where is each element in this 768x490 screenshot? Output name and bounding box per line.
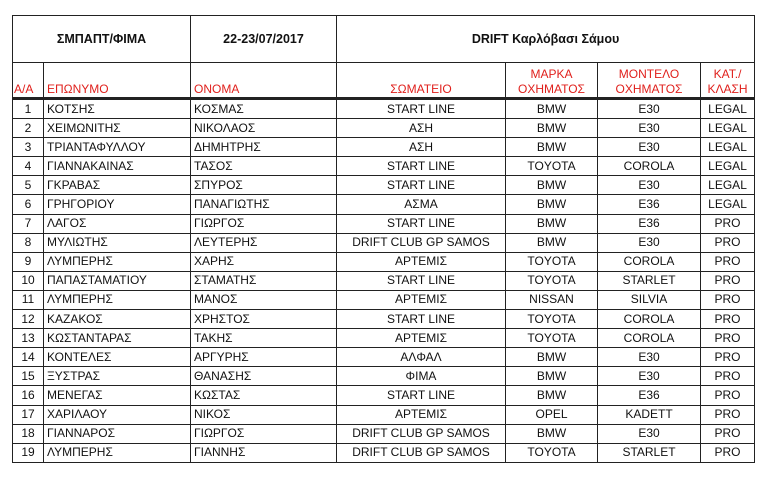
cell-surname: ΛΥΜΠΕΡΗΣ xyxy=(44,252,191,271)
cell-surname: ΛΑΓΟΣ xyxy=(44,214,191,233)
table-row xyxy=(13,119,755,138)
cell-class: PRO xyxy=(701,252,755,271)
cell-make: TOYOTA xyxy=(506,310,598,329)
col-club: ΣΩΜΑΤΕΙΟ xyxy=(337,63,506,99)
cell-aa: 3 xyxy=(13,138,44,157)
table-row xyxy=(13,386,755,405)
cell-class: PRO xyxy=(701,271,755,290)
cell-aa: 12 xyxy=(13,310,44,329)
cell-surname: ΓΙΑΝΝΑΡΟΣ xyxy=(44,424,191,443)
cell-club: ΑΛΦΑΛ xyxy=(337,348,506,367)
table-row xyxy=(13,405,755,424)
table-row xyxy=(13,271,755,290)
cell-class: PRO xyxy=(701,405,755,424)
cell-surname: ΠΑΠΑΣΤΑΜΑΤΙΟΥ xyxy=(44,271,191,290)
cell-name: ΣΤΑΜΑΤΗΣ xyxy=(191,271,337,290)
cell-club: START LINE xyxy=(337,99,506,119)
cell-model: COROLA xyxy=(598,252,701,271)
cell-make: BMW xyxy=(506,195,598,214)
cell-aa: 1 xyxy=(13,99,44,119)
cell-aa: 16 xyxy=(13,386,44,405)
col-model-line1: ΜΟΝΤΕΛΟ xyxy=(618,67,680,81)
table-row xyxy=(13,443,755,462)
table-row xyxy=(13,290,755,309)
cell-club: ΑΡΤΕΜΙΣ xyxy=(337,252,506,271)
cell-aa: 13 xyxy=(13,329,44,348)
cell-surname: ΛΥΜΠΕΡΗΣ xyxy=(44,290,191,309)
event-name: DRIFT Καρλόβασι Σάμου xyxy=(337,16,755,63)
cell-class: PRO xyxy=(701,329,755,348)
cell-surname: ΛΥΜΠΕΡΗΣ xyxy=(44,443,191,462)
cell-class: PRO xyxy=(701,290,755,309)
cell-class: PRO xyxy=(701,310,755,329)
table-row xyxy=(13,99,755,119)
col-make-line2: ΟΧΗΜΑΤΟΣ xyxy=(518,82,585,96)
cell-model: E36 xyxy=(598,386,701,405)
col-class-line1: ΚΑΤ./ xyxy=(713,67,742,81)
cell-model: KADETT xyxy=(598,405,701,424)
column-header-row xyxy=(13,63,755,99)
table-row xyxy=(13,176,755,195)
cell-make: NISSAN xyxy=(506,290,598,309)
cell-name: ΑΡΓΥΡΗΣ xyxy=(191,348,337,367)
cell-class: PRO xyxy=(701,386,755,405)
cell-name: ΔΗΜΗΤΡΗΣ xyxy=(191,138,337,157)
cell-name: ΤΑΣΟΣ xyxy=(191,157,337,176)
cell-class: LEGAL xyxy=(701,176,755,195)
cell-aa: 2 xyxy=(13,119,44,138)
cell-surname: ΚΩΣΤΑΝΤΑΡΑΣ xyxy=(44,329,191,348)
cell-club: START LINE xyxy=(337,386,506,405)
cell-name: ΚΩΣΤΑΣ xyxy=(191,386,337,405)
cell-class: LEGAL xyxy=(701,138,755,157)
table-row xyxy=(13,214,755,233)
cell-name: ΧΡΗΣΤΟΣ xyxy=(191,310,337,329)
title-row xyxy=(13,16,755,63)
cell-class: PRO xyxy=(701,348,755,367)
cell-name: ΓΙΩΡΓΟΣ xyxy=(191,214,337,233)
cell-aa: 17 xyxy=(13,405,44,424)
cell-surname: ΧΑΡΙΛΑΟΥ xyxy=(44,405,191,424)
cell-aa: 4 xyxy=(13,157,44,176)
cell-name: ΤΑΚΗΣ xyxy=(191,329,337,348)
cell-model: E30 xyxy=(598,424,701,443)
cell-club: DRIFT CLUB GP SAMOS xyxy=(337,443,506,462)
cell-surname: ΓΡΗΓΟΡΙΟΥ xyxy=(44,195,191,214)
cell-surname: ΚΟΝΤΕΛΕΣ xyxy=(44,348,191,367)
cell-name: ΓΙΩΡΓΟΣ xyxy=(191,424,337,443)
cell-class: LEGAL xyxy=(701,99,755,119)
cell-club: ΑΣΜΑ xyxy=(337,195,506,214)
cell-aa: 18 xyxy=(13,424,44,443)
cell-club: ΑΡΤΕΜΙΣ xyxy=(337,329,506,348)
cell-club: ΑΡΤΕΜΙΣ xyxy=(337,405,506,424)
cell-club: START LINE xyxy=(337,310,506,329)
cell-aa: 19 xyxy=(13,443,44,462)
cell-make: BMW xyxy=(506,119,598,138)
cell-club: START LINE xyxy=(337,271,506,290)
cell-make: TOYOTA xyxy=(506,157,598,176)
cell-make: TOYOTA xyxy=(506,271,598,290)
event-date: 22-23/07/2017 xyxy=(191,16,337,63)
cell-make: BMW xyxy=(506,233,598,252)
cell-class: LEGAL xyxy=(701,119,755,138)
col-name: ΟΝΟΜΑ xyxy=(191,63,337,99)
col-model-line2: ΟΧΗΜΑΤΟΣ xyxy=(615,82,683,96)
cell-aa: 15 xyxy=(13,367,44,386)
cell-model: SILVIA xyxy=(598,290,701,309)
cell-surname: ΓΚΡΑΒΑΣ xyxy=(44,176,191,195)
cell-model: COROLA xyxy=(598,329,701,348)
cell-model: E30 xyxy=(598,99,701,119)
cell-make: OPEL xyxy=(506,405,598,424)
cell-club: START LINE xyxy=(337,176,506,195)
cell-aa: 7 xyxy=(13,214,44,233)
cell-class: PRO xyxy=(701,424,755,443)
cell-name: ΠΑΝΑΓΙΩΤΗΣ xyxy=(191,195,337,214)
table-row xyxy=(13,138,755,157)
table-row xyxy=(13,424,755,443)
cell-class: PRO xyxy=(701,233,755,252)
cell-aa: 11 xyxy=(13,290,44,309)
cell-name: ΝΙΚΟΛΑΟΣ xyxy=(191,119,337,138)
col-model xyxy=(598,63,701,99)
cell-make: BMW xyxy=(506,367,598,386)
table-row xyxy=(13,367,755,386)
cell-class: PRO xyxy=(701,443,755,462)
cell-make: BMW xyxy=(506,386,598,405)
cell-surname: ΤΡΙΑΝΤΑΦΥΛΛΟΥ xyxy=(44,138,191,157)
cell-model: E30 xyxy=(598,348,701,367)
cell-name: ΚΟΣΜΑΣ xyxy=(191,99,337,119)
cell-make: BMW xyxy=(506,138,598,157)
cell-make: BMW xyxy=(506,424,598,443)
cell-name: ΝΙΚΟΣ xyxy=(191,405,337,424)
table-row xyxy=(13,252,755,271)
cell-make: TOYOTA xyxy=(506,443,598,462)
cell-model: E30 xyxy=(598,367,701,386)
cell-club: ΑΣΗ xyxy=(337,138,506,157)
cell-model: STARLET xyxy=(598,443,701,462)
cell-model: E30 xyxy=(598,119,701,138)
cell-model: E30 xyxy=(598,176,701,195)
entry-list-table xyxy=(12,15,755,463)
table-row xyxy=(13,329,755,348)
table-row xyxy=(13,233,755,252)
col-class xyxy=(701,63,755,99)
cell-model: E36 xyxy=(598,214,701,233)
cell-club: ΦΙΜΑ xyxy=(337,367,506,386)
table-row xyxy=(13,195,755,214)
cell-class: PRO xyxy=(701,367,755,386)
cell-model: E30 xyxy=(598,138,701,157)
table-row xyxy=(13,157,755,176)
cell-class: LEGAL xyxy=(701,195,755,214)
cell-model: E30 xyxy=(598,233,701,252)
col-class-line2: ΚΛΑΣΗ xyxy=(707,82,748,96)
cell-surname: ΚΑΖΑΚΟΣ xyxy=(44,310,191,329)
organizer-title: ΣΜΠΑΠΤ/ΦΙΜΑ xyxy=(13,16,191,63)
cell-surname: ΜΥΛΙΩΤΗΣ xyxy=(44,233,191,252)
table-row xyxy=(13,348,755,367)
cell-club: ΑΣΗ xyxy=(337,119,506,138)
cell-surname: ΓΙΑΝΝΑΚΑΙΝΑΣ xyxy=(44,157,191,176)
cell-aa: 14 xyxy=(13,348,44,367)
cell-aa: 10 xyxy=(13,271,44,290)
cell-make: BMW xyxy=(506,214,598,233)
cell-make: TOYOTA xyxy=(506,252,598,271)
cell-surname: ΜΕΝΕΓΑΣ xyxy=(44,386,191,405)
cell-club: DRIFT CLUB GP SAMOS xyxy=(337,233,506,252)
cell-make: BMW xyxy=(506,176,598,195)
cell-name: ΣΠΥΡΟΣ xyxy=(191,176,337,195)
cell-name: ΓΙΑΝΝΗΣ xyxy=(191,443,337,462)
cell-model: STARLET xyxy=(598,271,701,290)
cell-name: ΘΑΝΑΣΗΣ xyxy=(191,367,337,386)
col-make xyxy=(506,63,598,99)
cell-make: BMW xyxy=(506,348,598,367)
cell-model: COROLA xyxy=(598,157,701,176)
col-make-line1: ΜΑΡΚΑ xyxy=(530,67,573,81)
cell-aa: 5 xyxy=(13,176,44,195)
col-surname: ΕΠΩΝΥΜΟ xyxy=(44,63,191,99)
cell-surname: ΞΥΣΤΡΑΣ xyxy=(44,367,191,386)
cell-aa: 9 xyxy=(13,252,44,271)
cell-club: START LINE xyxy=(337,214,506,233)
cell-name: ΛΕΥΤΕΡΗΣ xyxy=(191,233,337,252)
cell-club: DRIFT CLUB GP SAMOS xyxy=(337,424,506,443)
cell-surname: ΚΟΤΣΗΣ xyxy=(44,99,191,119)
cell-aa: 8 xyxy=(13,233,44,252)
cell-club: START LINE xyxy=(337,157,506,176)
cell-club: ΑΡΤΕΜΙΣ xyxy=(337,290,506,309)
cell-make: TOYOTA xyxy=(506,329,598,348)
cell-model: E36 xyxy=(598,195,701,214)
cell-make: BMW xyxy=(506,99,598,119)
cell-name: ΜΑΝΟΣ xyxy=(191,290,337,309)
table-row xyxy=(13,310,755,329)
cell-surname: ΧΕΙΜΩΝΙΤΗΣ xyxy=(44,119,191,138)
cell-model: COROLA xyxy=(598,310,701,329)
cell-aa: 6 xyxy=(13,195,44,214)
cell-class: PRO xyxy=(701,214,755,233)
col-aa: Α/Α xyxy=(13,63,44,99)
cell-class: LEGAL xyxy=(701,157,755,176)
cell-name: ΧΑΡΗΣ xyxy=(191,252,337,271)
